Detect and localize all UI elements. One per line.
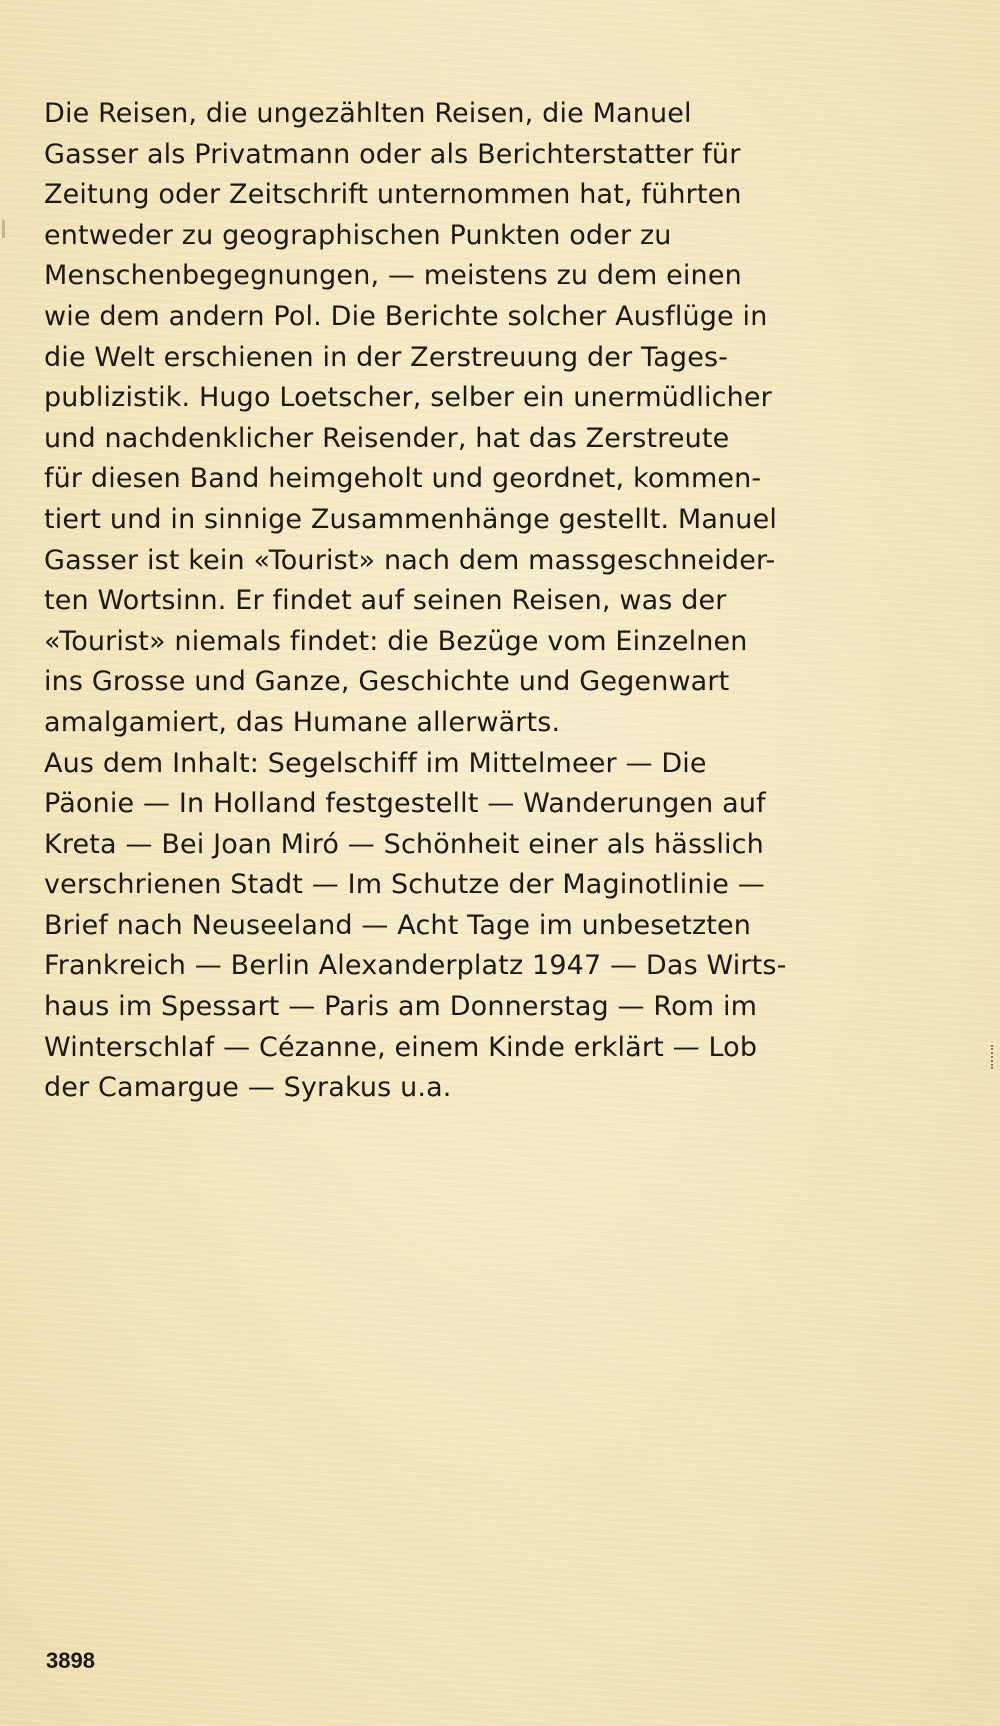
contents-line: Frankreich — Berlin Alexanderplatz 1947 — Das Wirts- [44, 950, 787, 982]
blurb-line: ten Wortsinn. Er findet auf seinen Reisen, was der [44, 585, 727, 617]
blurb-line: tiert und in sinnige Zusammenhänge gestellt. Manuel [44, 503, 777, 535]
paper-edge-perforation [991, 1045, 996, 1069]
contents-line: verschrienen Stadt — Im Schutze der Maginotlinie — [44, 869, 765, 901]
blurb-line: wie dem andern Pol. Die Berichte solcher Ausflüge in [44, 300, 768, 332]
contents-line: haus im Spessart — Paris am Donnerstag — Rom im [44, 991, 758, 1023]
blurb-line: ins Grosse und Ganze, Geschichte und Gegenwart [44, 666, 730, 698]
contents-line: der Camargue — Syrakus u.a. [44, 1072, 452, 1104]
catalog-number: 3898 [46, 1648, 95, 1673]
paper-edge-mark [2, 220, 5, 238]
blurb-line: Gasser als Privatmann oder als Berichterstatter für [44, 138, 741, 170]
blurb-line: entweder zu geographischen Punkten oder zu [44, 219, 672, 251]
blurb-line: die Welt erschienen in der Zerstreuung der Tages- [44, 341, 729, 373]
blurb-line: Die Reisen, die ungezählten Reisen, die Manuel [44, 98, 692, 129]
contents-line: Kreta — Bei Joan Miró — Schönheit einer als hässlich [44, 828, 764, 860]
blurb-line: «Tourist» niemals findet: die Bezüge vom Einzelnen [44, 625, 748, 657]
blurb-line: für diesen Band heimgeholt und geordnet, kommen- [44, 463, 762, 495]
blurb-line: und nachdenklicher Reisender, hat das Zerstreute [44, 422, 730, 454]
blurb-text [44, 94, 924, 1109]
contents-line: Brief nach Neuseeland — Acht Tage im unbesetzten [44, 909, 752, 941]
blurb-line: publizistik. Hugo Loetscher, selber ein unermüdlicher [44, 382, 772, 414]
blurb-line: Menschenbegegnungen, — meistens zu dem einen [44, 260, 742, 292]
blurb-line: Zeitung oder Zeitschrift unternommen hat, führten [44, 179, 742, 211]
blurb-line: Gasser ist kein «Tourist» nach dem massgeschneider- [44, 544, 776, 576]
contents-line: Päonie — In Holland festgestellt — Wanderungen auf [44, 788, 766, 820]
contents-line: Aus dem Inhalt: Segelschiff im Mittelmeer — Die [44, 747, 707, 779]
blurb-line: amalgamiert, das Humane allerwärts. [44, 706, 561, 738]
contents-line: Winterschlaf — Cézanne, einem Kinde erklärt — Lob [44, 1031, 758, 1063]
